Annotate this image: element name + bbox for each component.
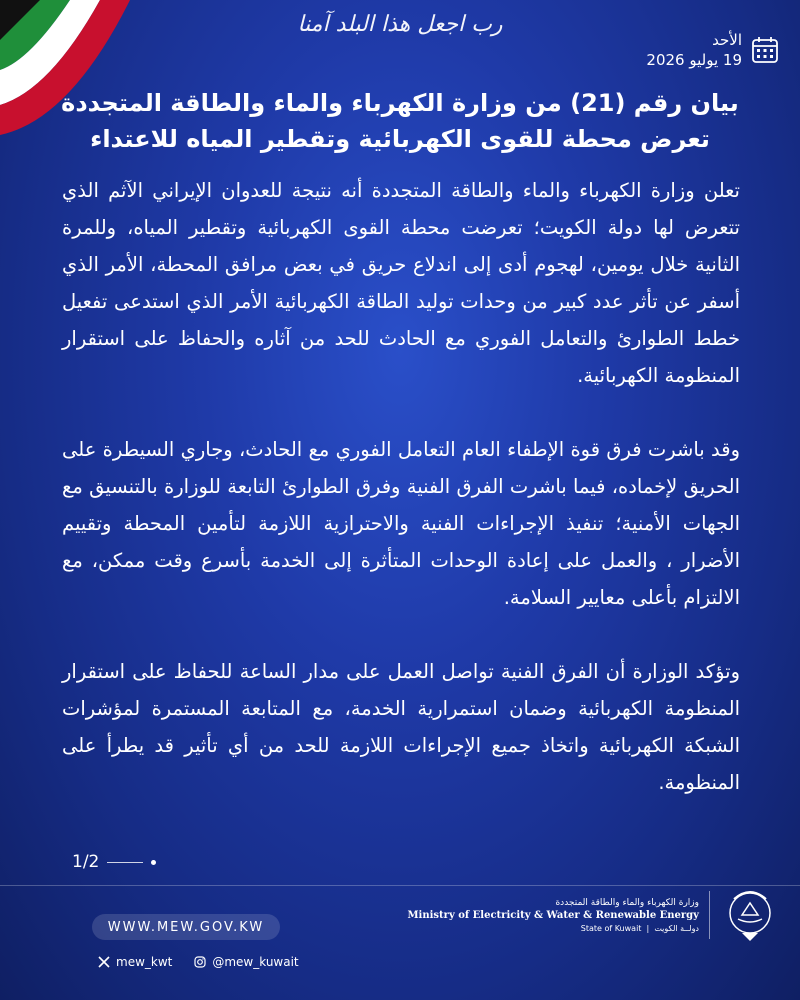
- motto-calligraphy: رب اجعل هذا البلد آمنا: [297, 12, 503, 37]
- instagram-link[interactable]: [194, 955, 298, 969]
- kuwait-emblem-icon: [720, 885, 780, 945]
- x-handle: mew_kwt: [116, 955, 173, 969]
- pager-dot: [151, 860, 156, 865]
- page-label: 1/2: [72, 852, 100, 872]
- statement-body: [62, 172, 740, 838]
- date-full: 19 يوليو 2026: [646, 51, 742, 69]
- title-line-2: تعرض محطة للقوى الكهربائية وتقطير المياه للاعتداء: [90, 125, 710, 153]
- pager-line: [107, 862, 143, 863]
- logo-divider: [709, 891, 710, 939]
- state-name-ar: دولــة الكويت: [654, 923, 699, 933]
- page-indicator: [72, 852, 156, 872]
- date-day: الأحد: [712, 31, 742, 49]
- state-name-en: State of Kuwait: [580, 923, 642, 933]
- website-link[interactable]: WWW.MEW.GOV.KW: [92, 914, 280, 940]
- x-icon: [98, 956, 110, 968]
- ministry-name-ar: وزارة الكهرباء والماء والطاقة المتجددة: [555, 897, 699, 908]
- paragraph-1: تعلن وزارة الكهرباء والماء والطاقة المتجددة أنه نتيجة للعدوان الإيراني الآثم الذي تتعرض لها دولة الكويت؛ تعرضت محطة القوى الكهربائية وتقطير المياه، وللمرة الثانية خلال يومين، لهجوم أدى إلى اندلاع حريق في بعض مرافق المحطة، الأمر الذي أسفر عن تأثر عدد كبير من وحدات توليد الطاقة الكهربائية الأمر الذي استدعى تفعيل خطط الطوارئ والتعامل الفوري مع الحادث للحد من آثاره والحفاظ على استقرار المنظومة الكهربائية.: [62, 179, 740, 387]
- x-link[interactable]: [98, 955, 172, 969]
- paragraph-3: وتؤكد الوزارة أن الفرق الفنية تواصل العمل على مدار الساعة للحفاظ على استقرار المنظومة الكهربائية وضمان استمرارية الخدمة، مع المتابعة المستمرة لمؤشرات الشبكة الكهربائية واتخاذ جميع الإجراءات اللازمة للحد من أي تأثير قد يطرأ على المنظومة.: [62, 660, 740, 794]
- title-line-1: بيان رقم (21) من وزارة الكهرباء والماء والطاقة المتجددة: [61, 89, 739, 117]
- calendar-icon: [750, 35, 780, 65]
- paragraph-2: وقد باشرت فرق قوة الإطفاء العام التعامل الفوري مع الحادث، وجاري السيطرة على الحريق لإخماده، فيما باشرت الفرق الفنية وفرق الطوارئ التابعة للوزارة بالتنسيق مع الجهات الأمنية؛ تنفيذ الإجراءات الفنية والاحترازية اللازمة لتأمين المحطة وتقييم الأضرار ، والعمل على إعادة الوحدات المتأثرة إلى الخدمة بأسرع وقت ممكن، مع الالتزام بأعلى معايير السلامة.: [62, 438, 740, 609]
- instagram-handle: @mew_kuwait: [212, 955, 299, 969]
- statement-title: [60, 85, 740, 157]
- ministry-name-en: Ministry of Electricity & Water & Renewable Energy: [407, 909, 699, 921]
- instagram-icon: [194, 956, 206, 968]
- social-links: [98, 955, 299, 969]
- ministry-logo-block: وزارة الكهرباء والماء والطاقة المتجددة Ministry of Electricity & Water & Renewable Energy State of Kuwait | دولــة الكويت: [407, 885, 780, 945]
- date-block: [646, 30, 780, 70]
